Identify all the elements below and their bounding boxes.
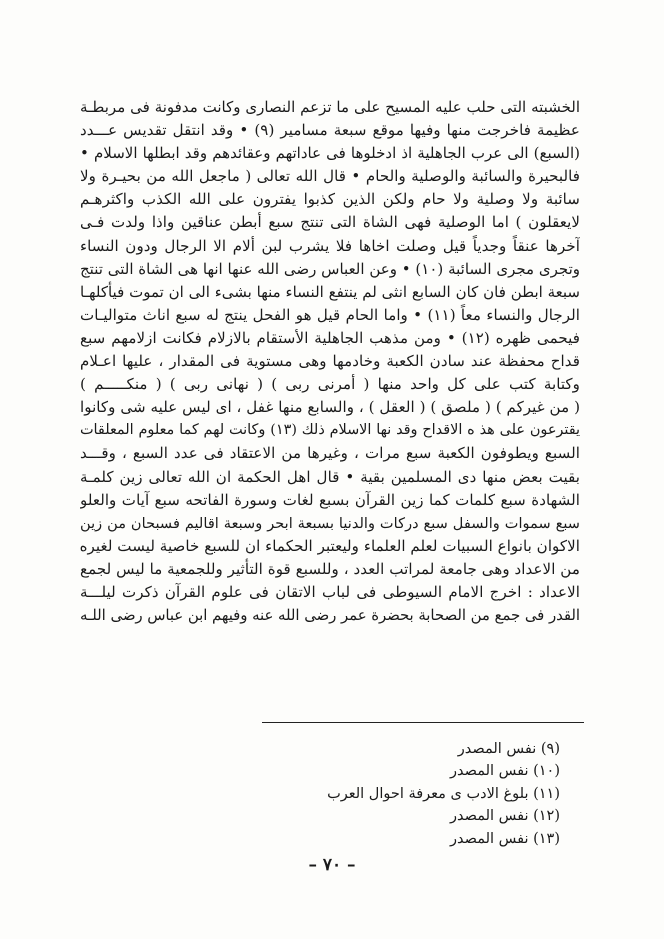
text-line: الرجال والنساء معاً (١١) • واما الحام قيل هو الفحل ينتج له سبع اناث متواليـات (80, 305, 580, 324)
text-line: لايعقلون ) اما الوصلية فهى الشاة التى تنتج سبع أبطن عناقين واذا ولدت فـى (80, 213, 580, 232)
text-line: عظيمة فاخرجت منها وفيها موقع سبعة مسامير (٩) • وقد انتقل تقديس عـــدد (80, 121, 580, 140)
text-line: الاكوان بانواع السبيات لعلم العلماء وليعتبر الحكماء ان للسبع خاصية ليست لغيره (80, 536, 580, 555)
text-line: ( من غيركم ) ( ملصق ) ( العقل ) ، والسابع منها غفل ، اى ليس عليه شى وكانوا (80, 398, 580, 417)
text-line: سبع سموات والسفل سبع دركات والدنيا بسبعة ابحر وسبعة اقاليم فسبحان من زين (80, 514, 580, 532)
text-line: يقترعون على هذ ه الاقداح وقد نها الاسلام ذلك (١٣) وكانت لهم كما معلوم المعلقات (80, 422, 580, 439)
text-line: وكتابة كتب على كل واحد منها ( أمرنى ربى ) ( نهانى ربى ) ( منكـــــم ) (80, 375, 580, 394)
footnote: (١٣) نفس المصدر (450, 830, 560, 847)
text-line: السبع ويطوفون الكعبة سبع مرات ، وغيرها من الاعتقاد فى عدد السبع ، وقـــد (80, 444, 580, 463)
footnote: (٩) نفس المصدر (457, 741, 560, 757)
footnotes (327, 738, 560, 850)
text-line: وتجرى مجرى السائبة (١٠) • وعن العباس رضى الله عنها انها هى الشاة التى تنتج (80, 259, 580, 278)
text-line: من الاعداد وهى جامعة لمراتب العدد ، وللسبع قوة التأثير وللجمعية ما ليس لجمع (80, 559, 580, 578)
footnote: (١٢) نفس المصدر (450, 808, 560, 825)
text-line: قداح محفظة عند سادن الكعبة وخادمها وهى مستوية فى المقدار ، عليها اعـلام (80, 352, 580, 371)
page-number: – ٧٠ – (308, 855, 356, 875)
text-line: فيحمى ظهره (١٢) • ومن مذهب الجاهلية الأستقام بالازلام فكانت ازلامهم سبع (80, 328, 580, 347)
body-text (80, 96, 580, 627)
footnote-divider (262, 722, 584, 723)
footnote: (١١) بلوغ الادب ى معرفة احوال العرب (327, 785, 560, 802)
text-line: الاعداد : اخرج الامام السيوطى فى لباب الاتقان فى علوم القرآن ذكرت ليلـــة (80, 582, 580, 601)
text-line: سبعة ابطن فان كان السابع انثى لم ينتفع النساء منها بشىء الى ان تموت فيأكلهـا (80, 282, 580, 301)
text-line: الخشبته التى حلب عليه المسيح على ما تزعم النصارى وكانت مدفونة فى مربطـة (80, 98, 580, 116)
text-line: بقيت بعض منها دى المسلمين بقية • قال اهل الحكمة ان الله تعالى زين كلمـة (80, 467, 580, 486)
text-line: فالبحيرة والسائبة والوصلية والحام • قال الله تعالى ( ماجعل الله من بحيـرة ولا (80, 167, 580, 186)
text-line: سائبة ولا وصلية ولا حام ولكن الذين كذبوا يفترون على الله الكذب واكثرهـم (80, 190, 580, 209)
footnote: (١٠) نفس المصدر (450, 763, 560, 780)
text-line: القدر فى جمع من الصحابة بحضرة عمر رضى الله عنه وفيهم ابن عباس رضى اللـه (80, 607, 580, 625)
text-line: الشهادة سبع كلمات كما زين القرآن بسبع لغات وسورة الفاتحه سبع آيات والعلو (80, 490, 580, 509)
text-line: آخرها عنقاً وجدياً قيل وصلت اخاها فلا يشرب لبن ألام الا الرجال ودون النساء (80, 236, 580, 255)
text-line: (السبع) الى عرب الجاهلية اذ ادخلوها فى عاداتهم وعقائدهم وقد ابطلها الاسلام • (80, 144, 580, 163)
